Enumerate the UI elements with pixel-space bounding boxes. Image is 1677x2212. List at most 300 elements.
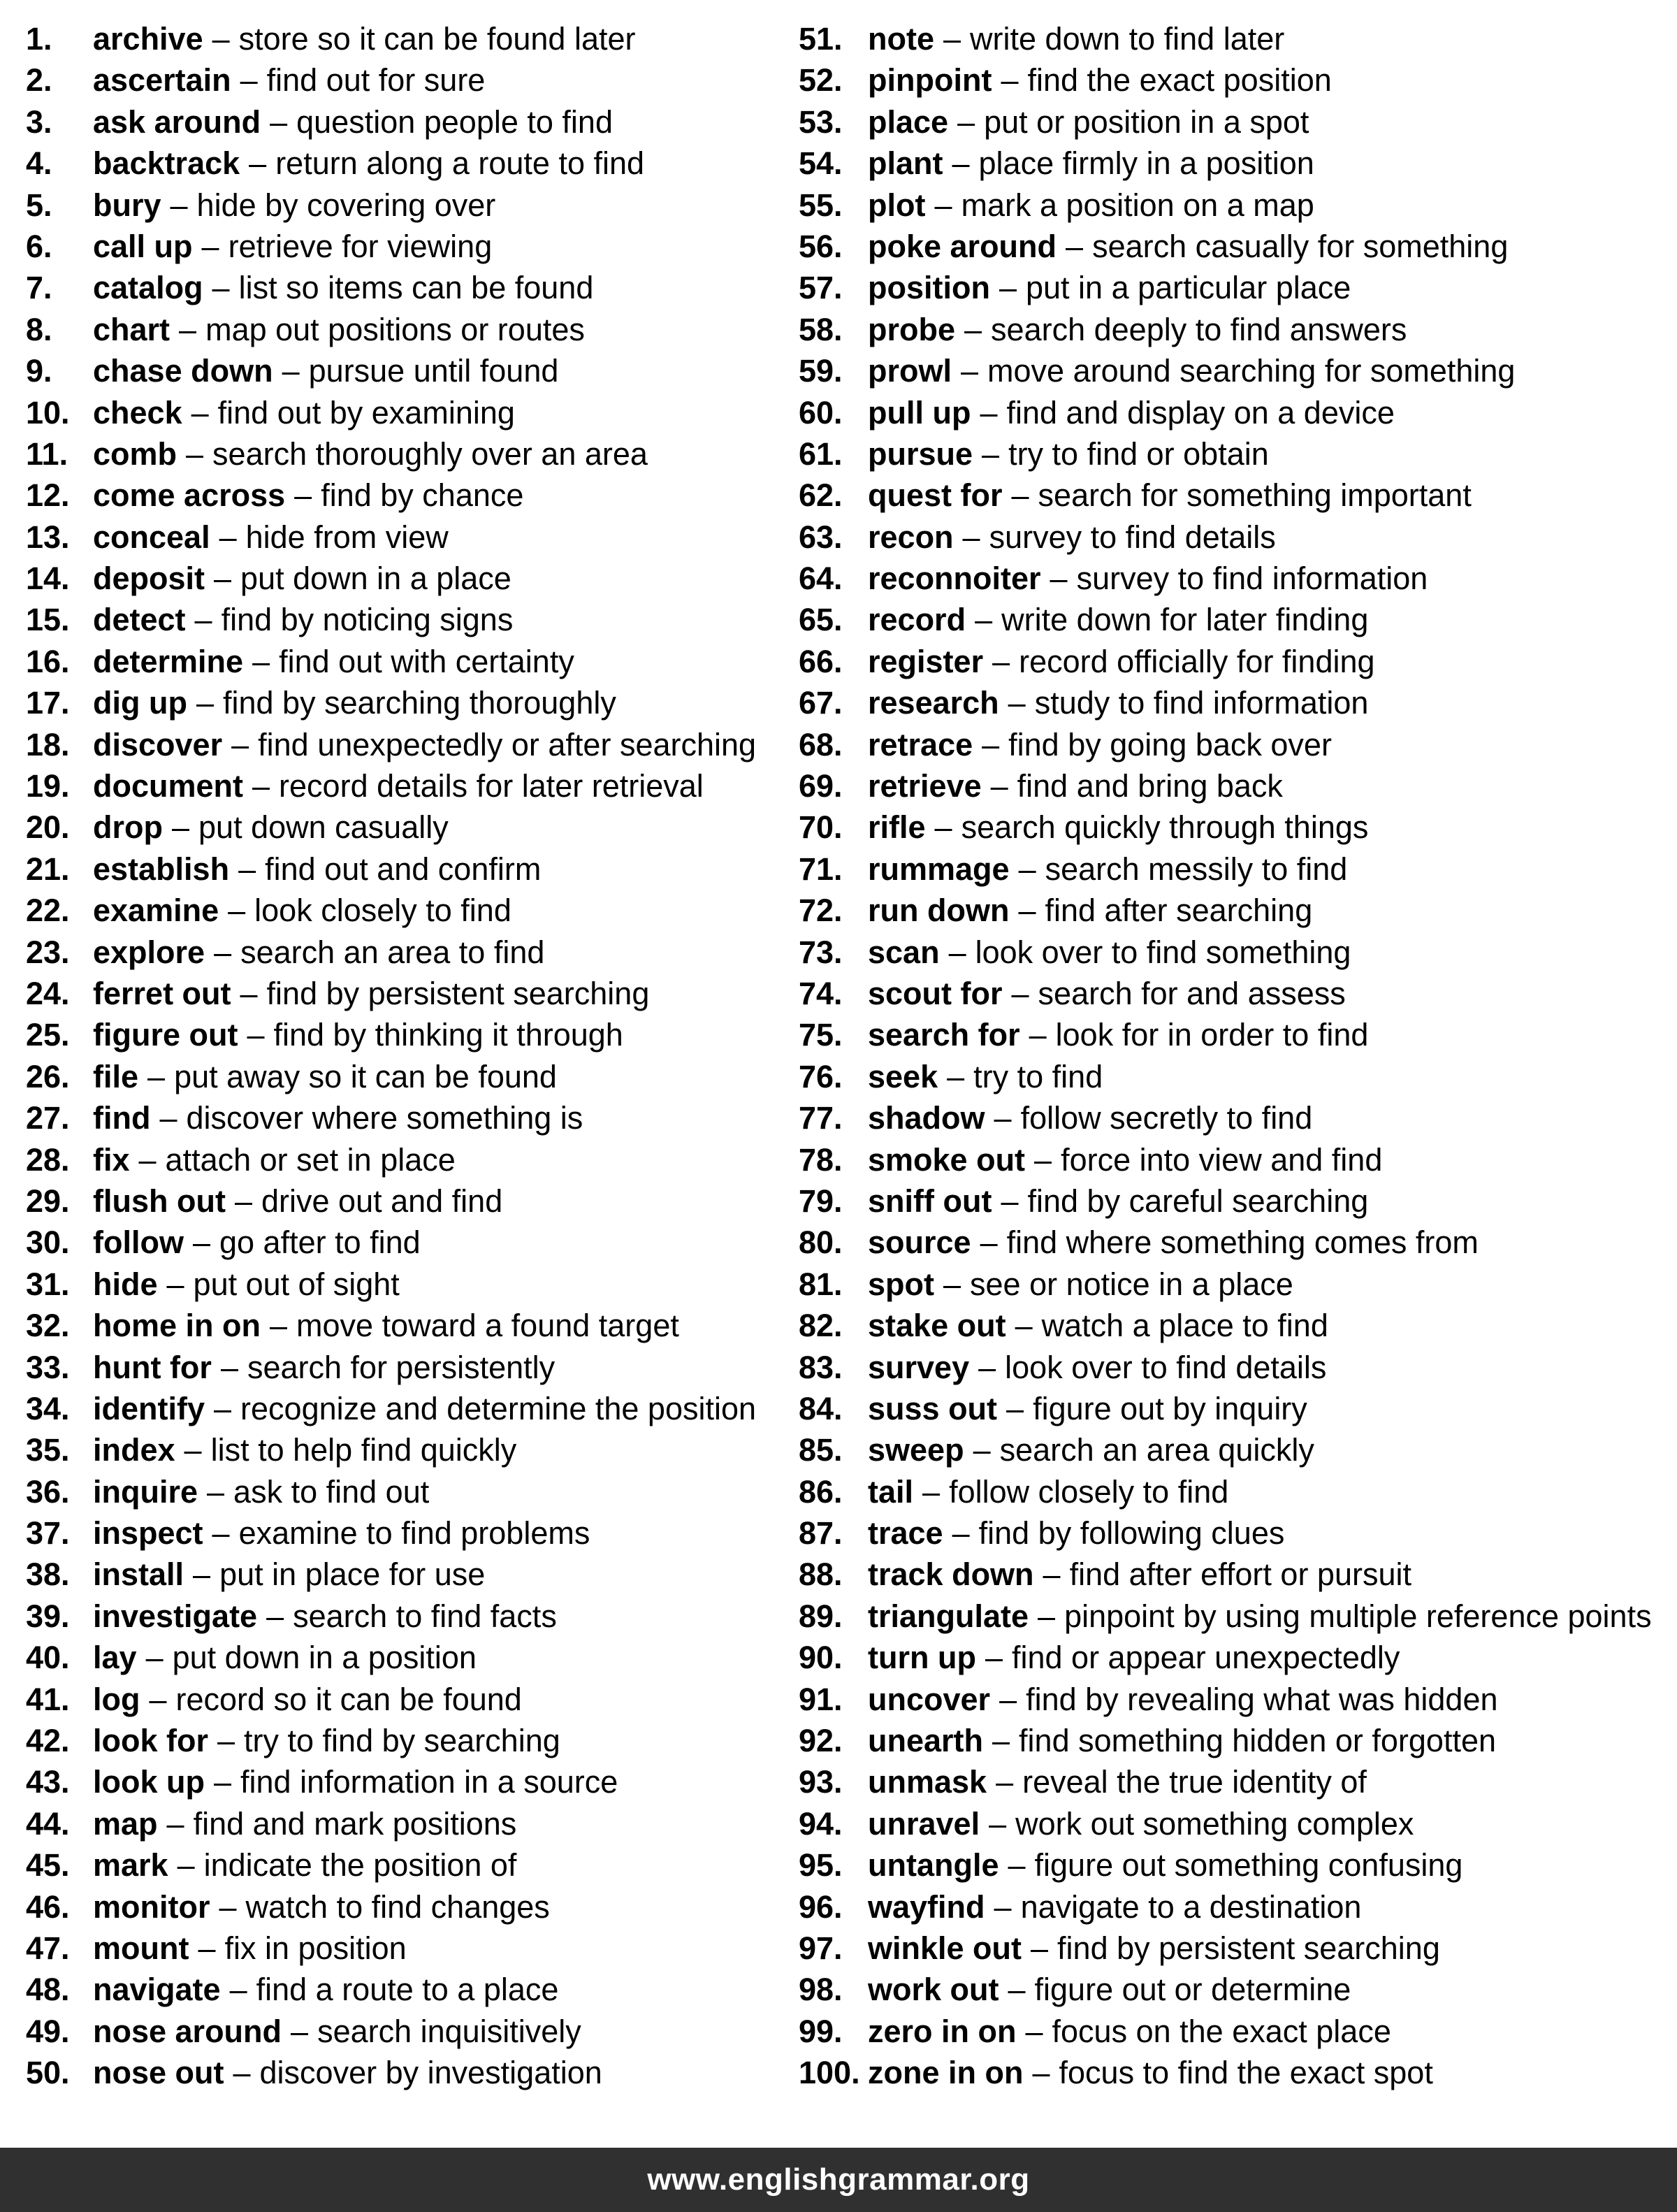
item-definition: find by following clues bbox=[978, 1515, 1285, 1552]
list-item bbox=[26, 350, 756, 391]
item-number: 37. bbox=[26, 1515, 70, 1552]
dash-separator: – bbox=[975, 602, 993, 638]
item-definition: find by careful searching bbox=[1027, 1183, 1369, 1219]
item-definition: search for and assess bbox=[1038, 975, 1346, 1011]
item-number: 93. bbox=[799, 1764, 843, 1800]
item-number: 81. bbox=[799, 1266, 843, 1302]
item-definition: put down in a place bbox=[240, 561, 511, 597]
item-definition: write down to find later bbox=[970, 21, 1285, 57]
dash-separator: – bbox=[291, 2013, 309, 2049]
item-number: 15. bbox=[26, 602, 70, 638]
item-definition: search messily to find bbox=[1045, 851, 1348, 887]
list-item bbox=[799, 1471, 1652, 1512]
item-word: position bbox=[868, 270, 990, 306]
word-list-column-left bbox=[26, 18, 756, 2094]
item-word: unearth bbox=[868, 1723, 984, 1759]
item-word: plant bbox=[868, 145, 943, 182]
list-item bbox=[799, 765, 1652, 807]
dash-separator: – bbox=[948, 934, 966, 970]
list-item bbox=[799, 1596, 1652, 1637]
item-definition: search thoroughly over an area bbox=[212, 435, 648, 472]
word-list-column-right bbox=[799, 18, 1652, 2094]
item-number: 68. bbox=[799, 726, 843, 762]
list-item bbox=[799, 1056, 1652, 1097]
item-number: 25. bbox=[26, 1017, 70, 1053]
item-number: 46. bbox=[26, 1888, 70, 1925]
item-definition: return along a route to find bbox=[275, 145, 645, 182]
dash-separator: – bbox=[1008, 685, 1026, 721]
list-item bbox=[26, 475, 756, 516]
list-item bbox=[26, 267, 756, 308]
item-definition: discover where something is bbox=[186, 1100, 583, 1136]
item-word: determine bbox=[93, 643, 244, 679]
list-item bbox=[799, 1803, 1652, 1844]
item-word: pinpoint bbox=[868, 62, 992, 99]
dash-separator: – bbox=[982, 726, 1000, 762]
item-word: pull up bbox=[868, 394, 971, 431]
dash-separator: – bbox=[982, 435, 1000, 472]
item-word: track down bbox=[868, 1556, 1034, 1593]
list-item bbox=[799, 2011, 1652, 2052]
item-number: 62. bbox=[799, 477, 843, 514]
list-item bbox=[799, 1679, 1652, 1720]
item-word: call up bbox=[93, 228, 193, 264]
item-number: 7. bbox=[26, 270, 52, 306]
item-word: poke around bbox=[868, 228, 1057, 264]
item-word: examine bbox=[93, 892, 219, 929]
item-word: shadow bbox=[868, 1100, 985, 1136]
list-item bbox=[26, 973, 756, 1014]
item-word: recon bbox=[868, 519, 954, 555]
dash-separator: – bbox=[238, 851, 256, 887]
list-item bbox=[799, 1928, 1652, 1969]
item-definition: find by thinking it through bbox=[273, 1017, 623, 1053]
item-word: quest for bbox=[868, 477, 1003, 514]
dash-separator: – bbox=[1001, 1183, 1019, 1219]
dash-separator: – bbox=[1001, 62, 1019, 99]
dash-separator: – bbox=[159, 1100, 177, 1136]
item-definition: follow secretly to find bbox=[1020, 1100, 1313, 1136]
item-word: place bbox=[868, 103, 949, 140]
list-item bbox=[799, 1761, 1652, 1802]
item-number: 4. bbox=[26, 145, 52, 182]
dash-separator: – bbox=[234, 1183, 252, 1219]
footer-bar bbox=[0, 2148, 1677, 2212]
item-word: home in on bbox=[93, 1308, 261, 1344]
item-word: seek bbox=[868, 1058, 938, 1094]
list-item bbox=[26, 101, 756, 143]
item-number: 70. bbox=[799, 809, 843, 846]
dash-separator: – bbox=[294, 477, 312, 514]
list-item bbox=[26, 765, 756, 807]
dash-separator: – bbox=[1031, 1930, 1049, 1966]
dash-separator: – bbox=[1018, 892, 1036, 929]
dash-separator: – bbox=[198, 1930, 216, 1966]
dash-separator: – bbox=[1018, 851, 1036, 887]
dash-separator: – bbox=[214, 1390, 232, 1426]
list-item bbox=[799, 641, 1652, 682]
item-number: 54. bbox=[799, 145, 843, 182]
item-word: inquire bbox=[93, 1473, 198, 1510]
item-number: 27. bbox=[26, 1100, 70, 1136]
item-word: ferret out bbox=[93, 975, 231, 1011]
list-item bbox=[799, 932, 1652, 973]
item-number: 94. bbox=[799, 1805, 843, 1842]
item-number: 5. bbox=[26, 187, 52, 223]
item-number: 23. bbox=[26, 934, 70, 970]
item-word: probe bbox=[868, 311, 956, 347]
item-definition: focus to find the exact spot bbox=[1059, 2055, 1433, 2091]
dash-separator: – bbox=[233, 2055, 251, 2091]
item-word: source bbox=[868, 1224, 971, 1261]
item-word: register bbox=[868, 643, 984, 679]
item-number: 14. bbox=[26, 561, 70, 597]
item-definition: map out positions or routes bbox=[205, 311, 585, 347]
item-word: inspect bbox=[93, 1515, 203, 1552]
list-item bbox=[799, 1720, 1652, 1761]
list-item bbox=[799, 1969, 1652, 2010]
item-number: 1. bbox=[26, 21, 52, 57]
item-word: suss out bbox=[868, 1390, 998, 1426]
item-number: 42. bbox=[26, 1723, 70, 1759]
item-number: 30. bbox=[26, 1224, 70, 1261]
item-number: 2. bbox=[26, 62, 52, 99]
item-word: mark bbox=[93, 1847, 168, 1884]
dash-separator: – bbox=[943, 21, 961, 57]
item-word: rifle bbox=[868, 809, 926, 846]
dash-separator: – bbox=[992, 1723, 1010, 1759]
item-word: survey bbox=[868, 1349, 970, 1385]
dash-separator: – bbox=[171, 809, 190, 846]
list-item bbox=[26, 1679, 756, 1720]
item-definition: find by revealing what was hidden bbox=[1026, 1681, 1498, 1717]
item-number: 26. bbox=[26, 1058, 70, 1094]
item-number: 60. bbox=[799, 394, 843, 431]
item-number: 88. bbox=[799, 1556, 843, 1593]
item-number: 29. bbox=[26, 1183, 70, 1219]
item-definition: try to find or obtain bbox=[1008, 435, 1269, 472]
item-word: lay bbox=[93, 1640, 137, 1676]
item-definition: try to find bbox=[973, 1058, 1103, 1094]
item-word: file bbox=[93, 1058, 139, 1094]
list-item bbox=[799, 1388, 1652, 1429]
dash-separator: – bbox=[952, 1515, 970, 1552]
list-item bbox=[26, 1180, 756, 1222]
dash-separator: – bbox=[192, 1224, 210, 1261]
item-number: 57. bbox=[799, 270, 843, 306]
dash-separator: – bbox=[214, 934, 232, 970]
list-item bbox=[26, 558, 756, 599]
dash-separator: – bbox=[999, 270, 1017, 306]
item-number: 17. bbox=[26, 685, 70, 721]
item-definition: find by persistent searching bbox=[1057, 1930, 1440, 1966]
item-number: 32. bbox=[26, 1308, 70, 1344]
item-definition: record so it can be found bbox=[175, 1681, 522, 1717]
item-word: uncover bbox=[868, 1681, 991, 1717]
item-word: archive bbox=[93, 21, 203, 57]
item-definition: search deeply to find answers bbox=[991, 311, 1407, 347]
item-word: flush out bbox=[93, 1183, 226, 1219]
item-word: fix bbox=[93, 1141, 130, 1178]
list-item bbox=[26, 641, 756, 682]
list-item bbox=[799, 267, 1652, 308]
item-word: bury bbox=[93, 187, 161, 223]
list-item bbox=[26, 1388, 756, 1429]
footer-url: www.englishgrammar.org bbox=[647, 2162, 1030, 2197]
item-definition: fix in position bbox=[224, 1930, 407, 1966]
list-item bbox=[26, 1803, 756, 1844]
item-number: 11. bbox=[26, 435, 68, 472]
dash-separator: – bbox=[213, 1764, 232, 1800]
list-item bbox=[26, 1097, 756, 1138]
item-definition: force into view and find bbox=[1061, 1141, 1383, 1178]
dash-separator: – bbox=[149, 1681, 167, 1717]
item-definition: move toward a found target bbox=[296, 1308, 679, 1344]
item-number: 28. bbox=[26, 1141, 70, 1178]
item-word: look for bbox=[93, 1723, 208, 1759]
dash-separator: – bbox=[191, 394, 209, 431]
item-definition: find out and confirm bbox=[265, 851, 542, 887]
dash-separator: – bbox=[1008, 1847, 1026, 1884]
item-definition: search casually for something bbox=[1092, 228, 1509, 264]
item-definition: write down for later finding bbox=[1001, 602, 1369, 638]
item-number: 13. bbox=[26, 519, 70, 555]
item-definition: focus on the exact place bbox=[1052, 2013, 1391, 2049]
dash-separator: – bbox=[219, 519, 237, 555]
item-word: find bbox=[93, 1100, 151, 1136]
item-word: navigate bbox=[93, 1972, 221, 2008]
list-item bbox=[799, 807, 1652, 848]
item-definition: find by going back over bbox=[1008, 726, 1332, 762]
item-word: run down bbox=[868, 892, 1010, 929]
item-number: 87. bbox=[799, 1515, 843, 1552]
dash-separator: – bbox=[1008, 1972, 1026, 2008]
item-definition: search inquisitively bbox=[317, 2013, 581, 2049]
item-word: catalog bbox=[93, 270, 203, 306]
dash-separator: – bbox=[219, 1888, 237, 1925]
dash-separator: – bbox=[1011, 477, 1029, 514]
list-item bbox=[799, 1637, 1652, 1678]
item-number: 63. bbox=[799, 519, 843, 555]
item-word: discover bbox=[93, 726, 223, 762]
item-definition: record details for later retrieval bbox=[279, 768, 704, 804]
dash-separator: – bbox=[952, 145, 970, 182]
item-definition: discover by investigation bbox=[259, 2055, 602, 2091]
dash-separator: – bbox=[973, 1432, 991, 1468]
item-word: index bbox=[93, 1432, 175, 1468]
dash-separator: – bbox=[240, 62, 258, 99]
item-definition: look closely to find bbox=[254, 892, 511, 929]
dash-separator: – bbox=[980, 394, 998, 431]
item-definition: find out for sure bbox=[266, 62, 486, 99]
list-item bbox=[26, 18, 756, 59]
item-word: figure out bbox=[93, 1017, 238, 1053]
dash-separator: – bbox=[240, 975, 258, 1011]
item-number: 98. bbox=[799, 1972, 843, 2008]
list-item bbox=[799, 682, 1652, 723]
item-definition: search for something important bbox=[1038, 477, 1472, 514]
list-item bbox=[26, 1720, 756, 1761]
item-word: note bbox=[868, 21, 934, 57]
item-word: tail bbox=[868, 1473, 914, 1510]
item-definition: retrieve for viewing bbox=[228, 228, 493, 264]
item-word: unmask bbox=[868, 1764, 987, 1800]
item-number: 24. bbox=[26, 975, 70, 1011]
item-definition: store so it can be found later bbox=[238, 21, 636, 57]
item-number: 16. bbox=[26, 643, 70, 679]
item-number: 20. bbox=[26, 809, 70, 846]
item-word: zero in on bbox=[868, 2013, 1017, 2049]
item-definition: ask to find out bbox=[233, 1473, 430, 1510]
item-word: work out bbox=[868, 1972, 999, 2008]
list-item bbox=[799, 1305, 1652, 1346]
dash-separator: – bbox=[1029, 1017, 1047, 1053]
item-number: 100. bbox=[799, 2055, 860, 2091]
item-number: 50. bbox=[26, 2055, 70, 2091]
dash-separator: – bbox=[989, 1805, 1007, 1842]
item-word: check bbox=[93, 394, 182, 431]
list-item bbox=[799, 392, 1652, 433]
item-definition: figure out or determine bbox=[1034, 1972, 1351, 2008]
dash-separator: – bbox=[247, 1017, 265, 1053]
dash-separator: – bbox=[992, 643, 1010, 679]
dash-separator: – bbox=[212, 21, 230, 57]
list-item bbox=[799, 1347, 1652, 1388]
item-word: spot bbox=[868, 1266, 934, 1302]
item-word: comb bbox=[93, 435, 177, 472]
dash-separator: – bbox=[961, 353, 979, 389]
dash-separator: – bbox=[217, 1723, 235, 1759]
list-item bbox=[799, 973, 1652, 1014]
list-item bbox=[799, 1429, 1652, 1470]
item-number: 33. bbox=[26, 1349, 70, 1385]
item-word: dig up bbox=[93, 685, 187, 721]
item-definition: find the exact position bbox=[1027, 62, 1332, 99]
item-definition: place firmly in a position bbox=[978, 145, 1314, 182]
dash-separator: – bbox=[229, 1972, 247, 2008]
item-definition: find and mark positions bbox=[193, 1805, 517, 1842]
item-number: 45. bbox=[26, 1847, 70, 1884]
item-number: 96. bbox=[799, 1888, 843, 1925]
list-item bbox=[26, 1056, 756, 1097]
item-word: sniff out bbox=[868, 1183, 992, 1219]
dash-separator: – bbox=[996, 1764, 1014, 1800]
item-number: 47. bbox=[26, 1930, 70, 1966]
item-definition: look for in order to find bbox=[1055, 1017, 1369, 1053]
dash-separator: – bbox=[1032, 2055, 1050, 2091]
item-word: stake out bbox=[868, 1308, 1006, 1344]
item-word: retrieve bbox=[868, 768, 982, 804]
item-word: plot bbox=[868, 187, 926, 223]
item-word: establish bbox=[93, 851, 230, 887]
item-definition: find after effort or pursuit bbox=[1069, 1556, 1411, 1593]
item-definition: examine to find problems bbox=[238, 1515, 590, 1552]
item-definition: try to find by searching bbox=[244, 1723, 560, 1759]
dash-separator: – bbox=[964, 311, 982, 347]
list-item bbox=[26, 932, 756, 973]
item-number: 10. bbox=[26, 394, 70, 431]
item-definition: follow closely to find bbox=[949, 1473, 1229, 1510]
list-item bbox=[26, 1264, 756, 1305]
item-definition: find unexpectedly or after searching bbox=[258, 726, 757, 762]
item-definition: study to find information bbox=[1034, 685, 1369, 721]
list-item bbox=[26, 1014, 756, 1055]
item-number: 73. bbox=[799, 934, 843, 970]
list-item bbox=[26, 309, 756, 350]
list-item bbox=[26, 2011, 756, 2052]
list-item bbox=[26, 890, 756, 931]
item-word: chart bbox=[93, 311, 170, 347]
dash-separator: – bbox=[212, 270, 230, 306]
item-word: winkle out bbox=[868, 1930, 1022, 1966]
item-definition: survey to find details bbox=[989, 519, 1276, 555]
dash-separator: – bbox=[166, 1266, 184, 1302]
item-number: 67. bbox=[799, 685, 843, 721]
dash-separator: – bbox=[147, 1058, 166, 1094]
list-item bbox=[799, 1264, 1652, 1305]
list-item bbox=[26, 433, 756, 475]
list-item bbox=[799, 1139, 1652, 1180]
item-word: mount bbox=[93, 1930, 189, 1966]
item-definition: indicate the position of bbox=[203, 1847, 517, 1884]
item-definition: hide by covering over bbox=[196, 187, 496, 223]
item-definition: put or position in a spot bbox=[984, 103, 1309, 140]
item-number: 91. bbox=[799, 1681, 843, 1717]
list-item bbox=[26, 226, 756, 267]
item-number: 56. bbox=[799, 228, 843, 264]
item-definition: find where something comes from bbox=[1006, 1224, 1479, 1261]
dash-separator: – bbox=[978, 1349, 996, 1385]
list-item bbox=[799, 59, 1652, 101]
item-word: install bbox=[93, 1556, 184, 1593]
list-item bbox=[799, 1844, 1652, 1886]
item-number: 76. bbox=[799, 1058, 843, 1094]
item-definition: list to help find quickly bbox=[210, 1432, 517, 1468]
item-definition: find by noticing signs bbox=[221, 602, 514, 638]
item-word: untangle bbox=[868, 1847, 999, 1884]
dash-separator: – bbox=[220, 1349, 238, 1385]
item-definition: record officially for finding bbox=[1019, 643, 1375, 679]
dash-separator: – bbox=[196, 685, 214, 721]
list-item bbox=[799, 890, 1652, 931]
list-item bbox=[26, 1969, 756, 2010]
item-definition: put out of sight bbox=[193, 1266, 400, 1302]
item-number: 59. bbox=[799, 353, 843, 389]
item-number: 38. bbox=[26, 1556, 70, 1593]
list-item bbox=[26, 807, 756, 848]
dash-separator: – bbox=[193, 1556, 211, 1593]
dash-separator: – bbox=[922, 1473, 941, 1510]
list-item bbox=[799, 1180, 1652, 1222]
dash-separator: – bbox=[985, 1640, 1003, 1676]
item-definition: mark a position on a map bbox=[961, 187, 1314, 223]
list-item bbox=[799, 516, 1652, 558]
list-item bbox=[26, 516, 756, 558]
list-item bbox=[799, 185, 1652, 226]
list-item bbox=[799, 599, 1652, 640]
item-word: ascertain bbox=[93, 62, 231, 99]
list-item bbox=[799, 1222, 1652, 1263]
item-number: 43. bbox=[26, 1764, 70, 1800]
item-number: 97. bbox=[799, 1930, 843, 1966]
item-word: scan bbox=[868, 934, 940, 970]
item-definition: put down in a position bbox=[172, 1640, 477, 1676]
list-item bbox=[26, 392, 756, 433]
dash-separator: – bbox=[1038, 1598, 1056, 1634]
item-number: 41. bbox=[26, 1681, 70, 1717]
item-number: 58. bbox=[799, 311, 843, 347]
list-item bbox=[799, 558, 1652, 599]
